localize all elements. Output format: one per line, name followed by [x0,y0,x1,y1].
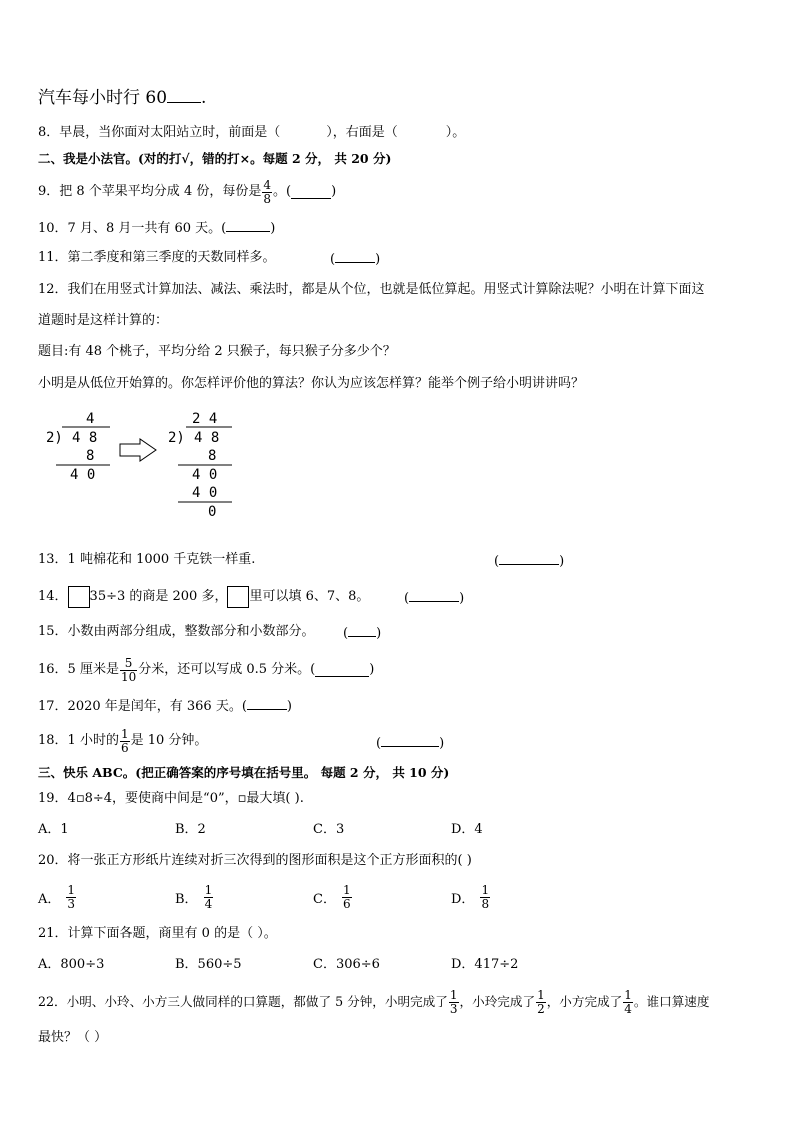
remainder: 4 0 [70,467,96,483]
option-d[interactable]: D．417÷2 [451,957,519,972]
divisor: 2) [46,430,63,446]
fraction: $\frac{1}{6}$ [342,882,351,911]
answer-box[interactable] [68,586,90,608]
question-22-line-2: 最快？（ ） [38,1030,108,1045]
fraction: $\frac{1}{3}$ [67,882,76,911]
q7-tail: 汽车每小时行 60 . [38,88,207,108]
remainder: 0 [208,504,217,520]
fraction: $\frac{4}{8}$ [263,177,271,206]
subtrahend: 8 [86,448,95,464]
answer-blank[interactable] [499,552,559,565]
option-a[interactable]: A．800÷3 [38,957,105,972]
fraction: $\frac{1}{8}$ [481,882,490,911]
option-a[interactable]: A．1 [38,822,69,837]
fraction: $\frac{1}{4}$ [624,987,632,1016]
answer-bracket[interactable]: ( ) [343,626,382,641]
answer-blank[interactable] [409,589,459,602]
quotient: 4 [86,411,95,427]
fraction: $\frac{1}{4}$ [204,882,213,911]
answer-bracket[interactable]: ( ) [404,591,465,606]
option-b[interactable]: B． $\frac{1}{4}$ [175,882,213,911]
answer-blank[interactable] [291,186,331,199]
question-11: 11．第二季度和第三季度的天数同样多。 [38,250,276,265]
subtrahend: 8 [208,448,217,464]
option-c[interactable]: C．3 [313,822,345,837]
fraction: $\frac{1}{3}$ [449,987,458,1016]
answer-blank[interactable] [226,219,270,232]
fraction: $\frac{1}{2}$ [537,987,545,1016]
answer-blank[interactable] [381,734,439,747]
division-left [46,411,110,483]
question-12-line-3: 题目:有 48 个桃子，平均分给 2 只猴子，每只猴子分多少个？ [38,344,396,359]
question-22: 22．小明、小玲、小方三人做同样的口算题，都做了 5 分钟，小明完成了 $\frac{1}{3}$ ，小玲完成了 $\frac{1}{2}$ ，小方完成了 $\frac{1}{4}$ 。谁口算速度 [38,987,710,1016]
fraction: $\frac{1}{6}$ [120,726,129,755]
question-12-line-2: 道题时是这样计算的： [38,313,169,328]
option-c[interactable]: C． $\frac{1}{6}$ [313,882,351,911]
subtrahend: 4 0 [192,485,218,501]
question-12-line-1: 12．我们在用竖式计算加法、减法、乘法时，都是从个位，也就是低位算起。用竖式计算除法呢？小明在计算下面这 [38,282,705,297]
answer-blank[interactable] [335,250,375,263]
answer-blank[interactable] [315,664,369,677]
quotient: 2 4 [192,411,218,427]
answer-bracket[interactable]: ( ) [376,736,445,751]
section-2-heading: 二、我是小法官。(对的打√，错的打×。每题 2 分， 共 20 分) [38,151,392,166]
question-14: 14． 35÷3 的商是 200 多， 里可以填 6、7、8。 [38,584,369,610]
question-10: 10．7 月、8 月一共有 60 天。( ) [38,221,276,236]
dividend: 4 8 [72,430,98,446]
option-c[interactable]: C．306÷6 [313,957,380,972]
question-21: 21．计算下面各题，商里有 0 的是（ ）。 [38,926,277,941]
dividend: 4 8 [194,430,220,446]
answer-bracket[interactable]: ( ) [494,554,565,569]
question-20: 20．将一张正方形纸片连续对折三次得到的图形面积是这个正方形面积的( ) [38,853,472,868]
partial-dividend: 4 0 [192,467,218,483]
option-a[interactable]: A． $\frac{1}{3}$ [38,882,76,911]
question-19: 19．4▫8÷4，要使商中间是“0”，▫最大填( ). [38,791,304,806]
question-8: 8．早晨，当你面对太阳站立时，前面是（ ），右面是（ ）。 [38,125,466,140]
answer-blank[interactable] [247,697,287,710]
answer-blank[interactable] [348,624,376,637]
division-right [168,411,232,520]
answer-blank[interactable] [167,90,201,103]
answer-bracket[interactable]: ( ) [330,252,381,267]
question-12-line-4: 小明是从低位开始算的。你怎样评价他的算法？你认为应该怎样算？能举个例子给小明讲讲吗？ [38,376,585,391]
question-17: 17．2020 年是闰年，有 366 天。( ) [38,699,292,714]
fraction: $\frac{5}{10}$ [120,655,137,684]
question-18: 18．1 小时的 $\frac{1}{6}$ 是 10 分钟。 [38,726,208,755]
divisor: 2) [168,430,185,446]
option-b[interactable]: B．2 [175,822,206,837]
section-3-heading: 三、快乐 ABC。(把正确答案的序号填在括号里。 每题 2 分， 共 10 分) [38,765,450,780]
question-9: 9．把 8 个苹果平均分成 4 份，每份是 $\frac{4}{8}$ 。( ) [38,177,337,206]
question-15: 15．小数由两部分组成，整数部分和小数部分。 [38,624,315,639]
question-16: 16．5 厘米是 $\frac{5}{10}$ 分米，还可以写成 0.5 分米。( ) [38,655,375,684]
arrow-icon [120,439,156,461]
question-13: 13．1 吨棉花和 1000 千克铁一样重. [38,552,256,567]
option-d[interactable]: D．4 [451,822,483,837]
long-division-figure [40,404,250,524]
answer-box[interactable] [227,586,249,608]
option-d[interactable]: D． $\frac{1}{8}$ [451,882,490,911]
option-b[interactable]: B．560÷5 [175,957,242,972]
